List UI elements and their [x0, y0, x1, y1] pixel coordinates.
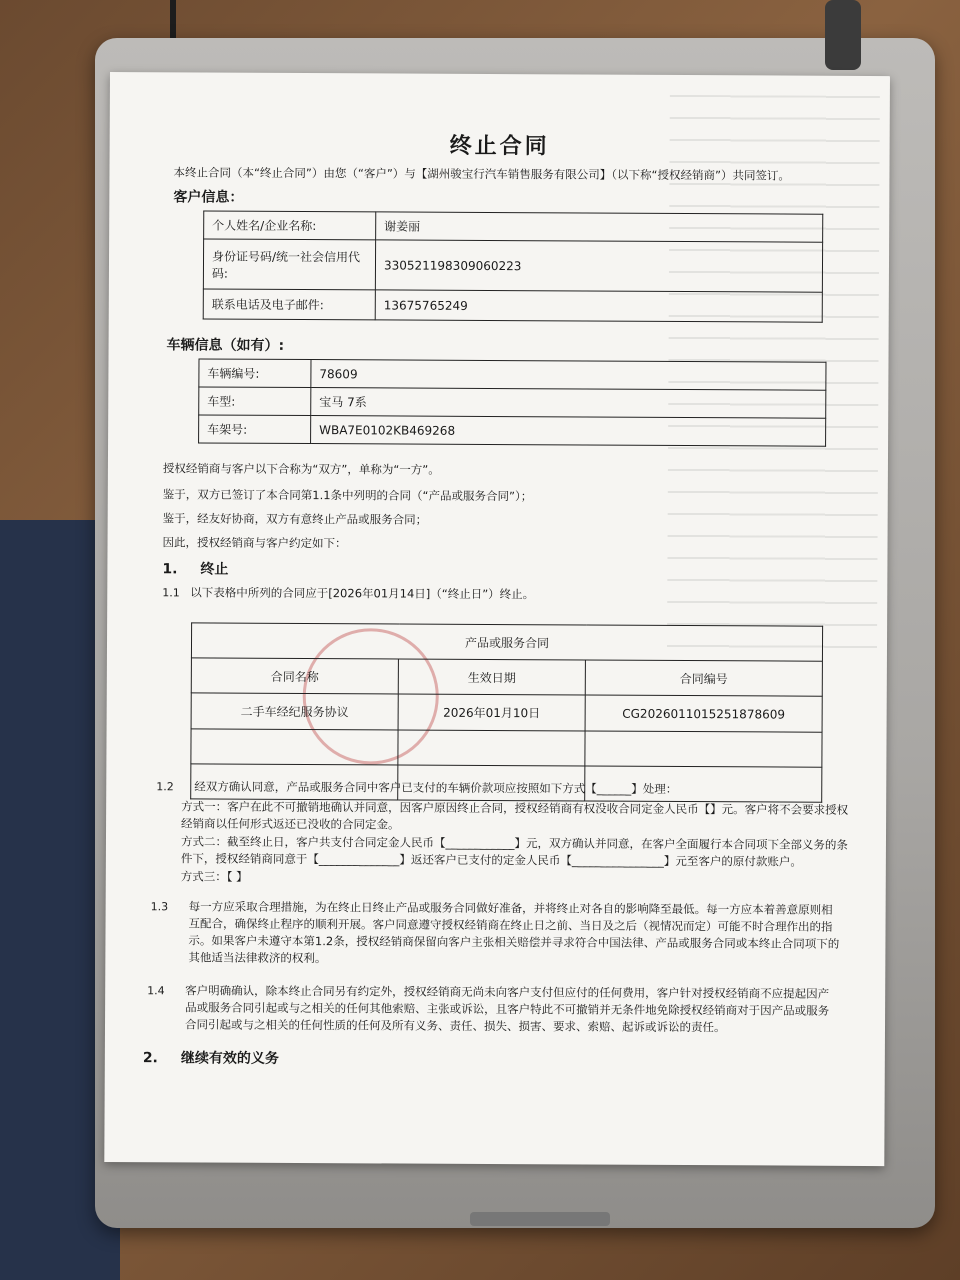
laptop-hinge	[470, 1212, 610, 1226]
clause-text: 以下表格中所列的合同应于[2026年01月14日]（“终止日”）终止。	[190, 585, 535, 602]
recital-2: 鉴于，经友好协商，双方有意终止产品或服务合同；	[162, 511, 428, 527]
cell-value: 78609	[311, 360, 826, 391]
contract-table	[190, 622, 823, 802]
table-cell: 2026年01月10日	[398, 694, 585, 731]
table-row	[199, 387, 826, 418]
intro-line: 本终止合同（本“终止合同”）由您（“客户”）与【湖州骏宝行汽车销售服务有限公司】（以下称“授权经销商”）共同签订。	[173, 165, 791, 183]
cell-value: 330521198309060223	[375, 240, 822, 292]
column-header: 生效日期	[398, 659, 585, 695]
recital-1: 鉴于，双方已签订了本合同第1.1条中列明的合同（“产品或服务合同”）；	[162, 487, 533, 504]
cell-value: 谢姜丽	[376, 212, 823, 242]
section-1-heading	[162, 558, 228, 578]
cell-value: 宝马 7系	[311, 388, 826, 419]
clause-1-3	[150, 898, 840, 970]
method-2: 方式二：截至终止日，客户共支付合同定金人民币【____________】元，双方确认并同意，在客户全面履行本合同项下全部义务的条件下，授权经销商同意于【______________】返还客户已支付的定金人民币【________________】元至客户的原付款账户。	[180, 834, 849, 869]
clause-text: 客户明确确认，除本终止合同另有约定外，授权经销商无尚未向客户支付但应付的任何费用，客户针对授权经销商不应提起因产品或服务合同引起或与之相关的任何其他索赔、主张或诉讼，且客户特此不可撤销并无条件地免除授权经销商对于因产品或服务合同引起或与之相关的任何性质的任何及所有义务、责任、损失、损害、要求、索赔、起诉或诉讼的责任。	[184, 983, 830, 1035]
column-header: 合同编号	[585, 660, 822, 696]
table-row	[191, 729, 822, 767]
column-header: 合同名称	[191, 658, 398, 694]
section-title: 终止	[200, 561, 229, 578]
table-cell: 二手车经纪服务协议	[191, 693, 398, 730]
recital-3: 因此，授权经销商与客户约定如下：	[162, 535, 347, 551]
clause-number: 1.4	[147, 984, 165, 998]
cell-label: 车辆编号:	[199, 359, 311, 388]
cell-label: 车型:	[199, 387, 311, 416]
vehicle-section-label: 车辆信息（如有）:	[166, 337, 285, 354]
payment-methods	[181, 798, 851, 890]
method-3: 方式三：【 】	[180, 869, 248, 884]
cell-label: 身份证号码/统一社会信用代码:	[203, 239, 375, 290]
clause-text: 经双方确认同意，产品或服务合同中客户已支付的车辆价款项应按照如下方式【______】处理：	[194, 779, 678, 796]
method-1: 方式一：客户在此不可撤销地确认并同意，因客户原因终止合同，授权经销商有权没收合同定金人民币【】元。客户将不会要求授权经销商以任何形式返还已没收的合同定金。	[181, 799, 849, 832]
cell-label: 个人姓名/企业名称:	[204, 211, 376, 240]
cell-label: 联系电话及电子邮件:	[203, 289, 375, 320]
cell-label: 车架号:	[199, 415, 311, 444]
table-cell	[191, 729, 398, 765]
clause-number: 1.2	[156, 780, 174, 794]
table-caption: 产品或服务合同	[191, 623, 822, 661]
table-row	[191, 693, 822, 732]
table-row	[199, 359, 826, 390]
clause-1-2	[156, 778, 846, 799]
clause-text: 每一方应采取合理措施，为在终止日终止产品或服务合同做好准备，并将终止对各自的影响降至最低。每一方应本着善意原则相互配合，确保终止程序的顺利开展。客户同意遵守授权经销商在终止日之前、当日及之后（视情况而定）可能不时合理作出的指示。如果客户未遵守本第1.2条，授权经销商保留向客户主张相关赔偿并寻求符合中国法律、产品或服务合同或本终止合同项下的其他适当法律救济的权利。	[188, 899, 840, 966]
usb-cable	[825, 0, 861, 70]
table-row	[203, 289, 822, 322]
table-row	[191, 658, 822, 696]
parties-line: 授权经销商与客户以下合称为“双方”，单称为“一方”。	[162, 461, 440, 477]
table-cell	[398, 730, 585, 766]
cell-value: WBA7E0102KB469268	[311, 416, 826, 447]
table-cell: CG20260110152518786​09	[585, 695, 822, 732]
clause-number: 1.3	[150, 900, 169, 914]
section-number: 2.	[142, 1050, 158, 1067]
clause-number: 1.1	[162, 586, 180, 600]
customer-section-label: 客户信息：	[173, 189, 244, 206]
table-cell	[585, 731, 822, 767]
table-row	[203, 239, 822, 292]
clause-1-1	[162, 584, 852, 605]
document-title: 终止合同	[449, 133, 550, 160]
cell-value: 13675765249	[375, 290, 822, 322]
section-number: 1.	[162, 561, 178, 578]
section-2-heading	[143, 1047, 279, 1068]
clause-1-4	[147, 982, 837, 1037]
document-page	[104, 72, 890, 1166]
table-row	[191, 623, 822, 661]
vehicle-info-table	[198, 358, 826, 446]
table-row	[199, 415, 826, 446]
section-title: 继续有效的义务	[180, 1050, 279, 1067]
customer-info-table	[203, 210, 824, 322]
table-row	[204, 211, 823, 242]
